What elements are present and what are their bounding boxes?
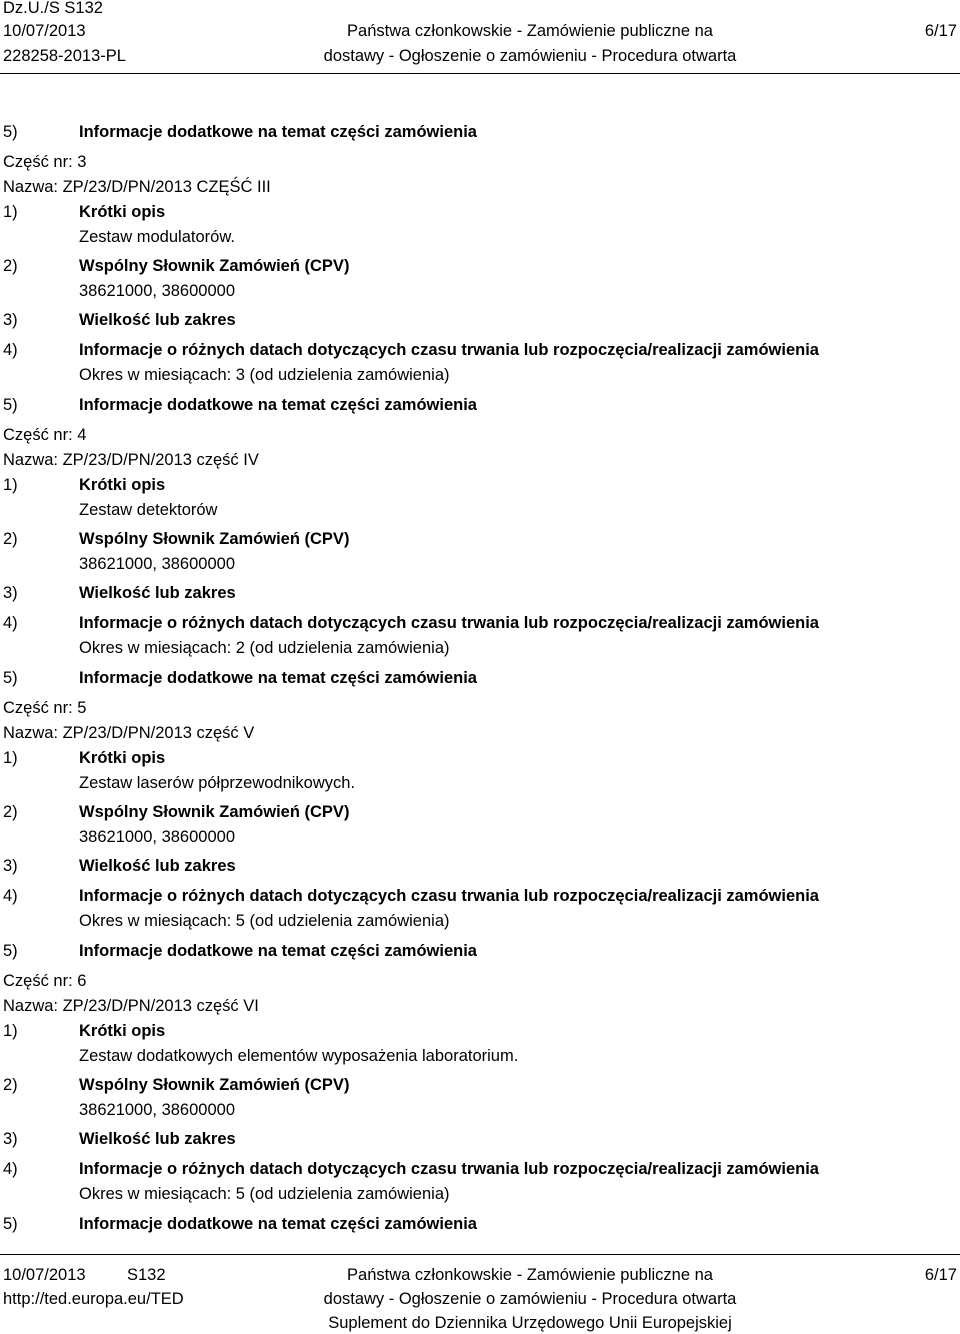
item-label-dates: Informacje o różnych datach dotyczących czasu trwania lub rozpoczęcia/realizacji zamówienia [79,341,819,359]
item-label-scope: Wielkość lub zakres [79,311,236,329]
item-number: 4) [3,614,18,632]
item-number: 4) [3,341,18,359]
item-number: 5) [3,669,18,687]
item-value-short-description: Zestaw laserów półprzewodnikowych. [79,774,356,792]
item-value-short-description: Zestaw modulatorów. [79,228,235,246]
footer-page-number: 6/17 [924,1266,957,1284]
item-value-short-description: Zestaw dodatkowych elementów wyposażenia laboratorium. [79,1047,519,1065]
part-name: Nazwa: ZP/23/D/PN/2013 część VI [3,997,259,1015]
item-value-cpv: 38621000, 38600000 [79,555,235,573]
part-number: Część nr: 6 [3,972,87,990]
part-number: Część nr: 3 [3,153,87,171]
item-value-cpv: 38621000, 38600000 [79,1101,235,1119]
item-value-duration: Okres w miesiącach: 3 (od udzielenia zamówienia) [79,366,450,384]
item-label-scope: Wielkość lub zakres [79,1130,236,1148]
footer-title-line1: Państwa członkowskie - Zamówienie publiczne na [347,1266,713,1284]
item-label-additional-info: Informacje dodatkowe na temat części zamówienia [79,396,477,414]
item-number: 2) [3,530,18,548]
item-number: 3) [3,311,18,329]
item-label-cpv: Wspólny Słownik Zamówień (CPV) [79,530,350,548]
item-value-cpv: 38621000, 38600000 [79,828,235,846]
part-number: Część nr: 4 [3,426,87,444]
header-title-line1: Państwa członkowskie - Zamówienie publiczne na [347,22,713,40]
item-label-additional-info: Informacje dodatkowe na temat części zamówienia [79,1215,477,1233]
header-divider [0,73,960,74]
item-number: 1) [3,1022,18,1040]
item-label-short-description: Krótki opis [79,749,166,767]
item-number: 2) [3,1076,18,1094]
item-number: 1) [3,749,18,767]
footer-title-line2: dostawy - Ogłoszenie o zamówieniu - Procedura otwarta [323,1290,737,1308]
part-name: Nazwa: ZP/23/D/PN/2013 CZĘŚĆ III [3,178,271,196]
header-page-number: 6/17 [924,22,957,40]
footer-url-link[interactable]: http://ted.europa.eu/TED [3,1290,184,1308]
item-value-duration: Okres w miesiącach: 5 (od udzielenia zamówienia) [79,1185,450,1203]
item-label-short-description: Krótki opis [79,476,166,494]
item-label-scope: Wielkość lub zakres [79,857,236,875]
item-value-short-description: Zestaw detektorów [79,501,218,519]
part-name: Nazwa: ZP/23/D/PN/2013 część V [3,724,255,742]
item-value-duration: Okres w miesiącach: 5 (od udzielenia zamówienia) [79,912,450,930]
item-label-dates: Informacje o różnych datach dotyczących czasu trwania lub rozpoczęcia/realizacji zamówienia [79,614,819,632]
item-label-dates: Informacje o różnych datach dotyczących czasu trwania lub rozpoczęcia/realizacji zamówienia [79,1160,819,1178]
item-label-cpv: Wspólny Słownik Zamówień (CPV) [79,803,350,821]
header-notice-id: 228258-2013-PL [3,47,126,65]
item-number: 2) [3,257,18,275]
item-number: 3) [3,857,18,875]
item-number: 5) [3,123,18,141]
item-number: 5) [3,396,18,414]
footer-issue: S132 [127,1266,166,1284]
item-number: 5) [3,1215,18,1233]
item-label-scope: Wielkość lub zakres [79,584,236,602]
item-number: 4) [3,1160,18,1178]
item-value-cpv: 38621000, 38600000 [79,282,235,300]
header-journal-ref: Dz.U./S S132 [3,0,103,17]
part-number: Część nr: 5 [3,699,87,717]
header-title-line2: dostawy - Ogłoszenie o zamówieniu - Procedura otwarta [323,47,737,65]
item-label-cpv: Wspólny Słownik Zamówień (CPV) [79,257,350,275]
item-label-short-description: Krótki opis [79,1022,166,1040]
item-number: 3) [3,584,18,602]
item-label-short-description: Krótki opis [79,203,166,221]
item-value-duration: Okres w miesiącach: 2 (od udzielenia zamówienia) [79,639,450,657]
item-label-cpv: Wspólny Słownik Zamówień (CPV) [79,1076,350,1094]
item-number: 4) [3,887,18,905]
item-label-additional-info: Informacje dodatkowe na temat części zamówienia [79,942,477,960]
item-number: 1) [3,203,18,221]
footer-date: 10/07/2013 [3,1266,86,1284]
item-number: 5) [3,942,18,960]
header-date: 10/07/2013 [3,22,86,40]
item-label-dates: Informacje o różnych datach dotyczących czasu trwania lub rozpoczęcia/realizacji zamówienia [79,887,819,905]
footer-divider [0,1254,960,1255]
item-number: 2) [3,803,18,821]
part-name: Nazwa: ZP/23/D/PN/2013 część IV [3,451,259,469]
item-label-additional-info: Informacje dodatkowe na temat części zamówienia [79,123,477,141]
item-number: 3) [3,1130,18,1148]
item-number: 1) [3,476,18,494]
item-label-additional-info: Informacje dodatkowe na temat części zamówienia [79,669,477,687]
footer-supplement: Suplement do Dziennika Urzędowego Unii Europejskiej [328,1314,732,1332]
